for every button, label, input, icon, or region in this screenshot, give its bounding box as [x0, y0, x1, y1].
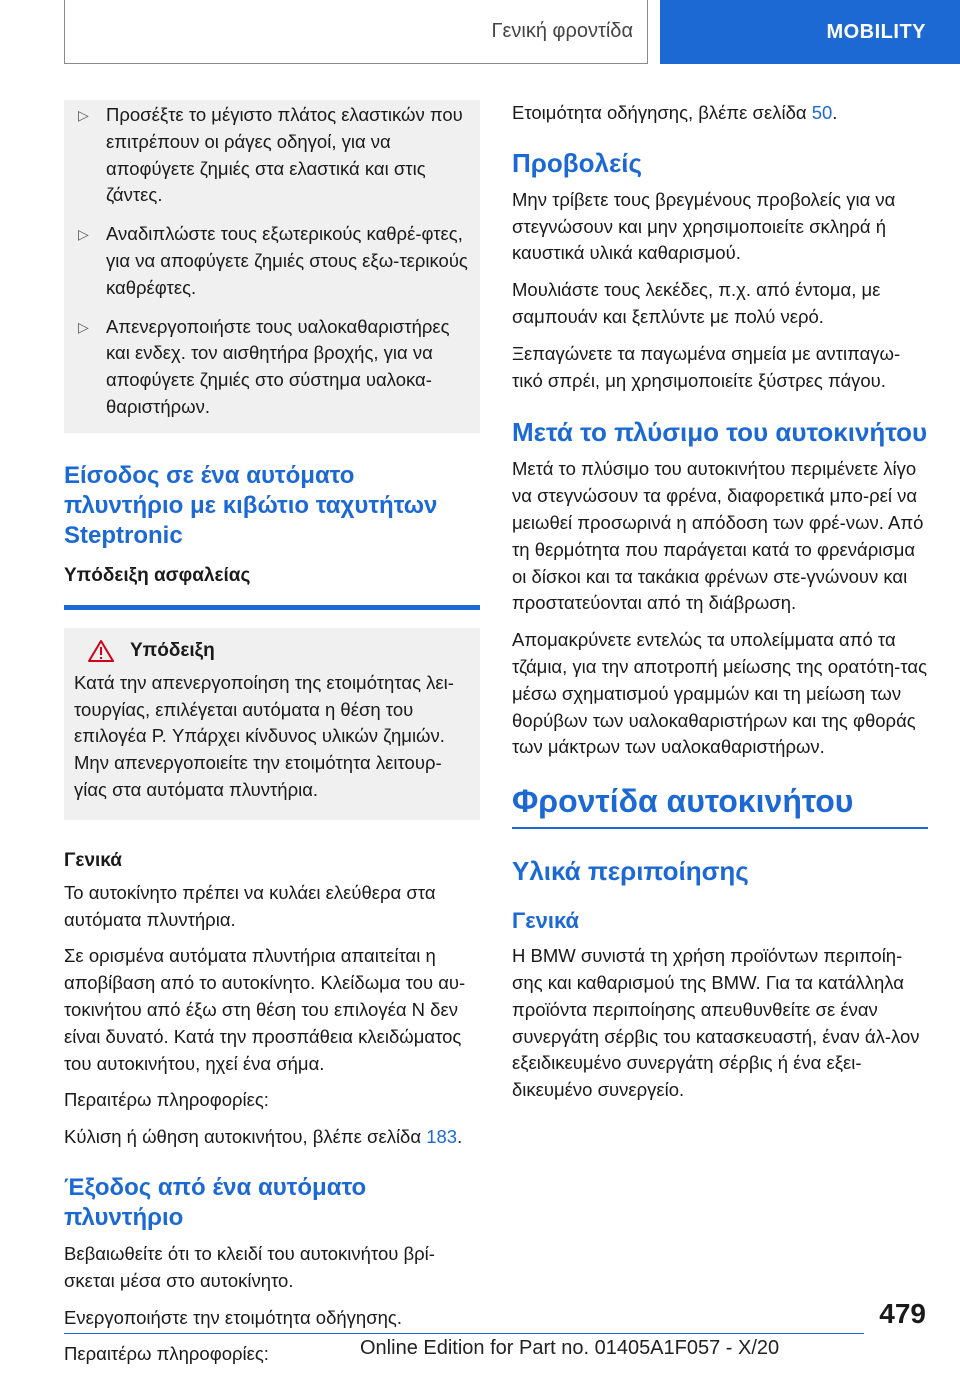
right-column	[512, 100, 928, 1114]
paragraph: Σε ορισμένα αυτόματα πλυντήρια απαιτείται η αποβίβαση από το αυτοκίνητο. Κλείδωμα του αυ-τοκινήτου από έξω στη θέση του επιλογέα N δεν είναι δυνατό. Κατά την προσπάθεια κλειδώματος του αυτοκινήτου, ηχεί ένα σήμα.	[64, 945, 466, 1074]
heading-car-wash-exit: Έξοδος από ένα αυτόματο πλυντήριο	[64, 1173, 367, 1231]
footer-divider	[64, 1333, 864, 1334]
bullet-item	[74, 314, 470, 421]
warning-triangle-icon	[88, 640, 114, 662]
warning-box	[64, 628, 480, 820]
bullet-item	[74, 102, 470, 209]
tab-label: MOBILITY	[826, 20, 926, 43]
page-number: 479	[879, 1298, 926, 1329]
bullet-item	[74, 221, 470, 301]
heading-after-wash: Μετά το πλύσιμο του αυτοκινήτου	[512, 417, 928, 448]
paragraph: Περαιτέρω πληροφορίες:	[64, 1089, 269, 1111]
page-link-50[interactable]: 50	[811, 102, 833, 123]
header-tab-mobility[interactable]	[660, 0, 960, 64]
paragraph: Η BMW συνιστά τη χρήση προϊόντων περιποίη-σης και καθαρισμού της BMW. Για τα κατάλληλα προϊόντα περιποίησης απευθυνθείτε σε έναν συνεργάτη σέρβις του κατασκευαστή, έναν άλ-λον εξειδικευμένο συνεργάτη σέρβις ή ένα εξει-δικευμένο συνεργείο.	[512, 945, 920, 1101]
paragraph: Μουλιάστε τους λεκέδες, π.χ. από έντομα, με σαμπουάν και ξεπλύντε με πολύ νερό.	[512, 279, 881, 327]
bullet-text: Αναδιπλώστε τους εξωτερικούς καθρέ-φτες, για να αποφύγετε ζημιές στους εξω-τερικούς καθρέφτες.	[106, 223, 468, 298]
header-section-title	[64, 0, 648, 64]
heading-headlights: Προβολείς	[512, 147, 643, 178]
heading-car-wash-entry: Είσοδος σε ένα αυτόματο πλυντήριο με κιβώτιο ταχυτήτων Steptronic	[64, 461, 438, 549]
heading-general-right: Γενικά	[512, 908, 580, 934]
paragraph: Περαιτέρω πληροφορίες:	[64, 1343, 269, 1365]
paragraph-towing: Κύλιση ή ώθηση αυτοκινήτου, βλέπε σελίδα 183.	[64, 1126, 463, 1148]
paragraph: Απομακρύνετε εντελώς τα υπολείμματα από τα τζάμια, για την αποτροπή μείωσης της ορατότη-τας μέσω σχηματισμού γραμμών και τη μείωση των θορύβων των υαλοκαθαριστήρων και της φθοράς των μάκτρων των υαλοκαθαριστήρων.	[512, 629, 927, 758]
paragraph: Μην τρίβετε τους βρεγμένους προβολείς για να στεγνώσουν και μην χρησιμοποιείτε σκληρά ή καυστικά υλικά καθαρισμού.	[512, 188, 896, 264]
paragraph: Μετά το πλύσιμο του αυτοκινήτου περιμένετε λίγο να στεγνώσουν τα φρένα, διαφορετικά μπο-ρεί να μειωθεί προσωρινά η απόδοση των φρέ-νων. Από τη θερμότητα που παράγεται κατά το φρενάρισμα οι δίσκοι και τα τακάκια φρένων στε-γνώνουν και προστατεύονται από τη διάβρωση.	[512, 458, 924, 614]
triangle-bullet-icon: ▷	[78, 226, 89, 243]
paragraph: Βεβαιωθείτε ότι το κλειδί του αυτοκινήτου βρί-σκεται μέσα στο αυτοκίνητο.	[64, 1242, 435, 1291]
warning-text: Κατά την απενεργοποίηση της ετοιμότητας λει-τουργίας, επιλέγεται αυτόματα η θέση του επιλογέα P. Υπάρχει κίνδυνος υλικών ζημιών. Μην απενεργοποιείτε την ετοιμότητα λειτουρ-γίας στα αυτόματα πλυντήρια.	[74, 671, 454, 800]
footer-edition: Online Edition for Part no. 01405A1F057 - X/20	[360, 1337, 780, 1359]
section-title: Γενική φροντίδα	[491, 20, 633, 42]
heading-car-care: Φροντίδα αυτοκινήτου	[512, 783, 854, 820]
paragraph: Το αυτοκίνητο πρέπει να κυλάει ελεύθερα στα αυτόματα πλυντήρια.	[64, 881, 436, 930]
paragraph: Ενεργοποιήστε την ετοιμότητα οδήγησης.	[64, 1306, 402, 1328]
bullet-text: Προσέξτε το μέγιστο πλάτος ελαστικών που επιτρέπουν οι ράγες οδηγοί, για να αποφύγετε ζημιές στα ελαστικά και στις ζάντες.	[106, 104, 463, 206]
heading-care-products: Υλικά περιποίησης	[512, 856, 749, 887]
paragraph-ready: Ετοιμότητα οδήγησης, βλέπε σελίδα 50.	[512, 102, 838, 123]
triangle-bullet-icon: ▷	[78, 318, 89, 335]
left-column	[64, 100, 480, 1378]
page-link-183[interactable]: 183	[426, 1126, 458, 1148]
warning-header	[74, 640, 468, 662]
heading-general: Γενικά	[64, 849, 122, 871]
bullet-text: Απενεργοποιήστε τους υαλοκαθαριστήρες και ενδεχ. τον αισθητήρα βροχής, για να αποφύγετε ζημιές στο σύστημα υαλοκα-θαριστήρων.	[106, 315, 450, 417]
section-divider	[64, 605, 480, 610]
warning-title: Υπόδειξη	[130, 639, 215, 661]
triangle-bullet-icon: ▷	[78, 107, 89, 123]
paragraph: Ξεπαγώνετε τα παγωμένα σημεία με αντιπαγω-τικό σπρέι, μη χρησιμοποιείτε ξύστρες πάγου.	[512, 342, 901, 391]
heading-safety-note: Υπόδειξη ασφαλείας	[64, 564, 251, 586]
bullet-box	[64, 100, 480, 433]
title-divider	[512, 827, 928, 829]
